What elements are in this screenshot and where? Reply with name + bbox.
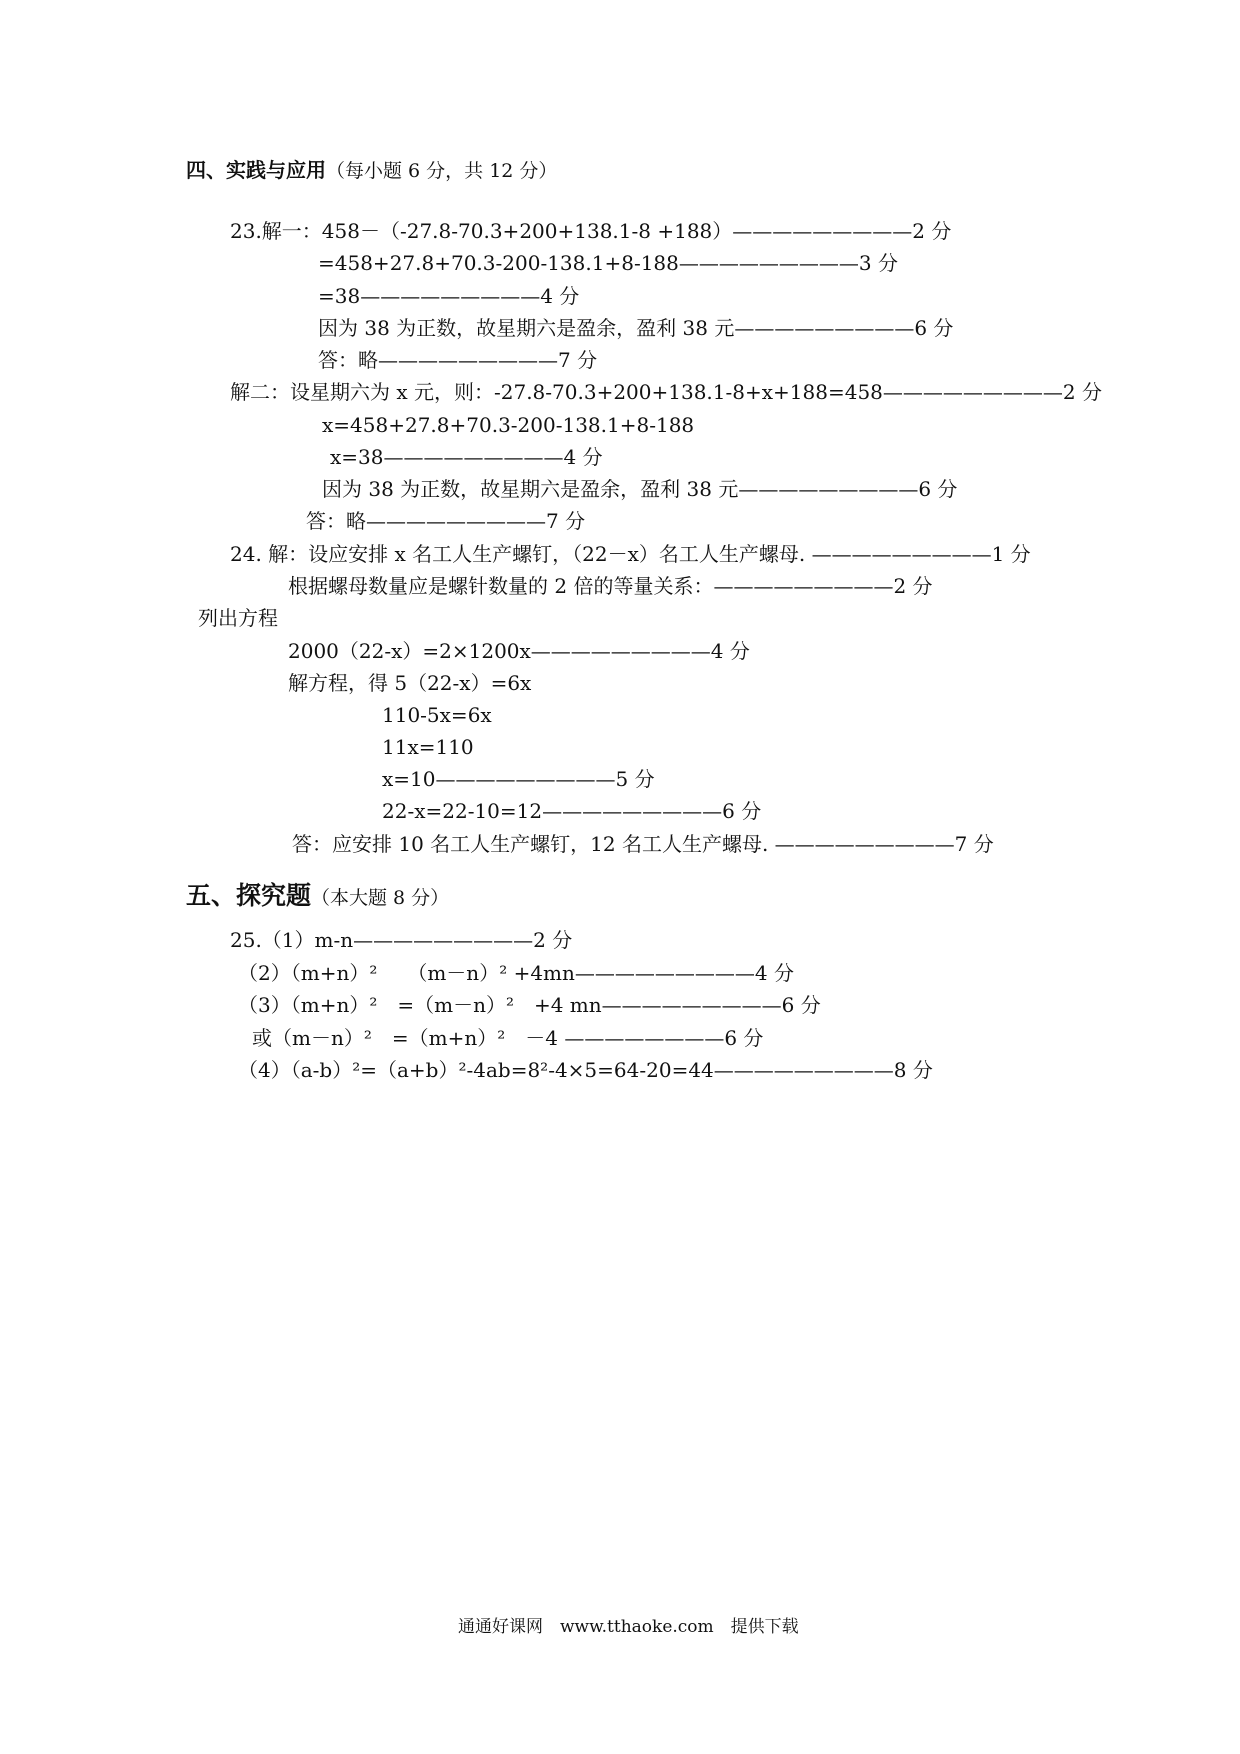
section-5-title: 五、探究题 bbox=[186, 881, 312, 910]
section-4-note: （每小题 6 分，共 12 分） bbox=[326, 160, 558, 182]
q24-line-6: 110-5x=6x bbox=[382, 703, 492, 727]
q23-line-5: 答：略—————————7 分 bbox=[318, 348, 598, 372]
q24-line-10: 答：应安排 10 名工人生产螺钉，12 名工人生产螺母. —————————7 分 bbox=[292, 832, 994, 856]
section-4-heading bbox=[186, 154, 557, 183]
q23-line-7: x=458+27.8+70.3-200-138.1+8-188 bbox=[322, 413, 695, 437]
q23-line-3: =38—————————4 分 bbox=[318, 284, 580, 308]
q24-line-7: 11x=110 bbox=[382, 735, 474, 759]
q24-line-1: 24. 解：设应安排 x 名工人生产螺钉，（22－x）名工人生产螺母. —————————1 分 bbox=[230, 542, 1031, 566]
q23-line-10: 答：略—————————7 分 bbox=[306, 509, 586, 533]
q23-line-8: x=38—————————4 分 bbox=[330, 445, 603, 469]
q24-line-2: 根据螺母数量应是螺针数量的 2 倍的等量关系：—————————2 分 bbox=[288, 574, 933, 598]
q24-line-8: x=10—————————5 分 bbox=[382, 767, 655, 791]
q24-line-9: 22-x=22-10=12—————————6 分 bbox=[382, 799, 762, 823]
q25-line-1: 25.（1）m-n—————————2 分 bbox=[230, 928, 573, 952]
q25-line-2: （2）（m+n）² （m－n）² +4mn—————————4 分 bbox=[238, 961, 794, 985]
section-5-heading bbox=[186, 876, 449, 912]
q23-line-1: 23.解一：458－（-27.8-70.3+200+138.1-8 +188）—————————2 分 bbox=[230, 219, 952, 243]
q23-line-6: 解二：设星期六为 x 元，则：-27.8-70.3+200+138.1-8+x+188=458—————————2 分 bbox=[230, 380, 1102, 404]
footer-text: 通通好课网 www.tthaoke.com 提供下载 bbox=[458, 1617, 799, 1637]
q24-line-5: 解方程，得 5（22-x）=6x bbox=[288, 671, 532, 695]
section-4-title: 四、实践与应用 bbox=[186, 158, 326, 182]
q23-line-2: =458+27.8+70.3-200-138.1+8-188—————————3 分 bbox=[318, 251, 898, 275]
q24-line-4: 2000（22-x）=2×1200x—————————4 分 bbox=[288, 639, 750, 663]
q25-line-3: （3）（m+n）² =（m－n）² +4 mn—————————6 分 bbox=[238, 993, 821, 1017]
q23-line-9: 因为 38 为正数，故星期六是盈余，盈利 38 元—————————6 分 bbox=[322, 477, 958, 501]
section-5-note: （本大题 8 分） bbox=[311, 887, 450, 909]
q25-line-5: （4）（a-b）²=（a+b）²-4ab=8²-4×5=64-20=44—————————8 分 bbox=[238, 1058, 933, 1082]
q23-line-4: 因为 38 为正数，故星期六是盈余，盈利 38 元—————————6 分 bbox=[318, 316, 954, 340]
q24-line-3: 列出方程 bbox=[198, 606, 278, 630]
q25-line-4: 或（m－n）² =（m+n）² －4 ————————6 分 bbox=[252, 1026, 764, 1050]
